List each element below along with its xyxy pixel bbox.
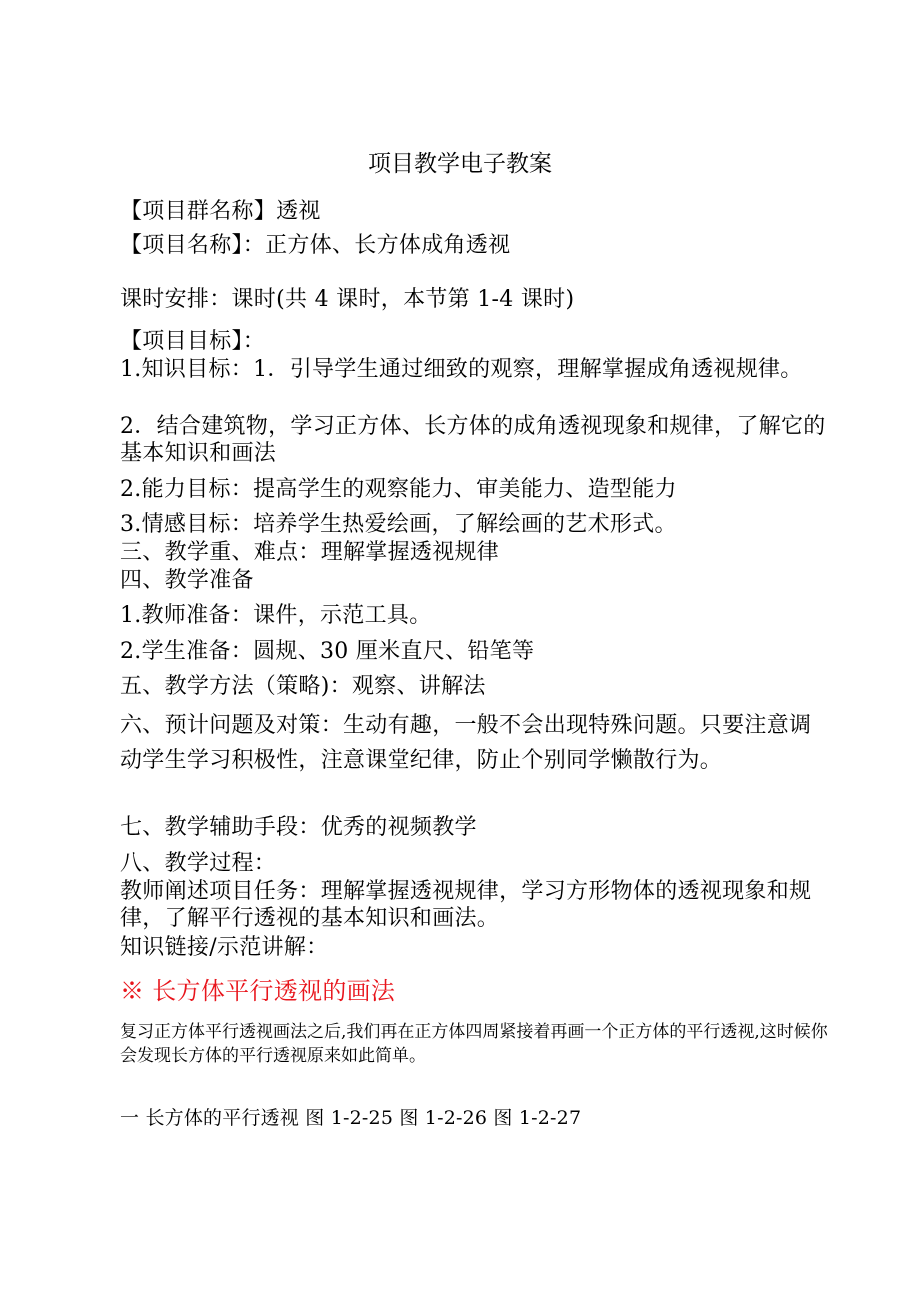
prep-student: 2.学生准备：圆规、30 厘米直尺、铅笔等 bbox=[120, 639, 535, 664]
key-points: 三、教学重、难点：理解掌握透视规律 bbox=[120, 540, 500, 565]
teaching-aids: 七、教学辅助手段：优秀的视频教学 bbox=[120, 815, 477, 840]
goal-knowledge: 1.知识目标：1．引导学生通过细致的观察，理解掌握成角透视规律。 bbox=[120, 357, 803, 382]
section-heading: ※ 长方体平行透视的画法 bbox=[120, 977, 396, 1005]
goal-ability: 2.能力目标：提高学生的观察能力、审美能力、造型能力 bbox=[120, 477, 677, 502]
teaching-methods: 五、教学方法（策略)：观察、讲解法 bbox=[120, 674, 486, 699]
knowledge-link: 知识链接/示范讲解： bbox=[120, 935, 329, 960]
prep-teacher: 1.教师准备：课件，示范工具。 bbox=[120, 603, 432, 628]
preparation-heading: 四、教学准备 bbox=[120, 568, 254, 593]
figure-caption: 一 长方体的平行透视 图 1-2-25 图 1-2-26 图 1-2-27 bbox=[120, 1107, 582, 1129]
project-group-name: 【项目群名称】透视 bbox=[120, 199, 321, 224]
schedule-line: 课时安排：课时(共 4 课时，本节第 1-4 课时) bbox=[120, 287, 575, 312]
process-heading: 八、教学过程： bbox=[120, 851, 277, 876]
goal-knowledge-2: 2．结合建筑物，学习正方体、长方体的成角透视现象和规律，了解它的基本知识和画法 bbox=[120, 414, 826, 466]
expected-problems: 六、预计问题及对策：生动有趣，一般不会出现特殊问题。只要注意调动学生学习积极性，注意课堂纪律，防止个别同学懒散行为。 bbox=[120, 713, 812, 773]
goal-emotion: 3.情感目标：培养学生热爱绘画，了解绘画的艺术形式。 bbox=[120, 512, 677, 537]
document-title: 项目教学电子教案 bbox=[368, 151, 552, 177]
goals-heading: 【项目目标】： bbox=[120, 329, 266, 354]
project-task: 教师阐述项目任务：理解掌握透视规律，学习方形物体的透视现象和规律，了解平行透视的基本知识和画法。 bbox=[120, 879, 812, 931]
project-name: 【项目名称】：正方体、长方体成角透视 bbox=[120, 233, 511, 258]
section-text: 复习正方体平行透视画法之后,我们再在正方体四周紧接着再画一个正方体的平行透视,这时候你会发现长方体的平行透视原来如此简单。 bbox=[120, 1022, 828, 1066]
